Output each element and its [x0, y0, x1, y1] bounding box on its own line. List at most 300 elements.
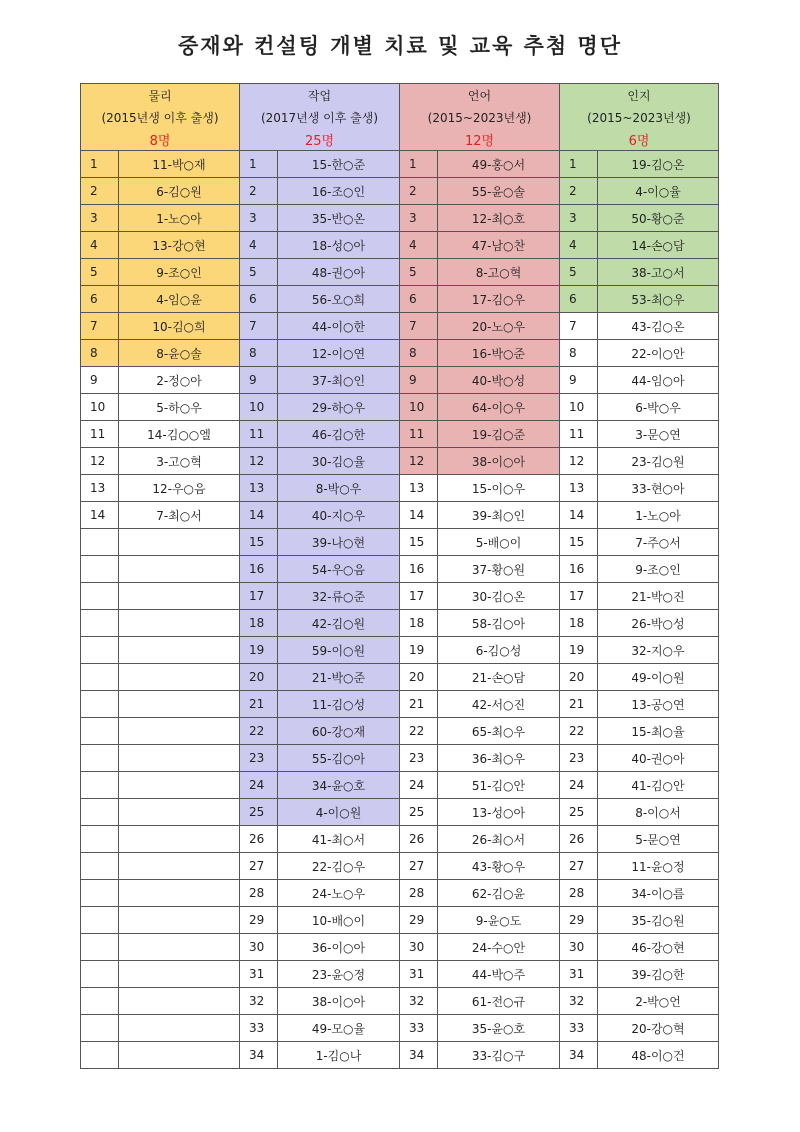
language-rank: 17 [400, 583, 438, 610]
occupational-rank: 25 [240, 799, 278, 826]
physical-entry: 6-김○원 [119, 178, 240, 205]
cognitive-entry: 6-박○우 [598, 394, 719, 421]
occupational-rank: 15 [240, 529, 278, 556]
physical-entry [119, 556, 240, 583]
physical-rank: 8 [81, 340, 119, 367]
header-count-cognitive: 6명 [560, 128, 719, 151]
cognitive-entry: 50-황○준 [598, 205, 719, 232]
language-entry: 40-박○성 [438, 367, 560, 394]
physical-entry [119, 799, 240, 826]
occupational-rank: 30 [240, 934, 278, 961]
occupational-rank: 11 [240, 421, 278, 448]
occupational-rank: 22 [240, 718, 278, 745]
language-rank: 14 [400, 502, 438, 529]
occupational-rank: 16 [240, 556, 278, 583]
physical-rank [81, 961, 119, 988]
language-rank: 6 [400, 286, 438, 313]
table-row [81, 988, 719, 1015]
physical-rank: 11 [81, 421, 119, 448]
occupational-rank: 10 [240, 394, 278, 421]
occupational-rank: 20 [240, 664, 278, 691]
physical-rank: 5 [81, 259, 119, 286]
physical-rank [81, 826, 119, 853]
cognitive-entry: 35-김○원 [598, 907, 719, 934]
occupational-entry: 41-최○서 [278, 826, 400, 853]
header-count-language: 12명 [400, 128, 560, 151]
occupational-entry: 22-김○우 [278, 853, 400, 880]
language-entry: 42-서○진 [438, 691, 560, 718]
occupational-rank: 9 [240, 367, 278, 394]
language-entry: 61-전○규 [438, 988, 560, 1015]
physical-entry [119, 907, 240, 934]
occupational-entry: 48-권○아 [278, 259, 400, 286]
cognitive-entry: 15-최○율 [598, 718, 719, 745]
header-range-language: (2015~2023년생) [400, 106, 560, 128]
physical-entry: 12-우○음 [119, 475, 240, 502]
occupational-entry: 11-김○성 [278, 691, 400, 718]
table-row [81, 691, 719, 718]
physical-entry: 13-강○현 [119, 232, 240, 259]
cognitive-rank: 2 [560, 178, 598, 205]
table-row [81, 718, 719, 745]
physical-rank [81, 880, 119, 907]
occupational-entry: 34-윤○호 [278, 772, 400, 799]
occupational-rank: 2 [240, 178, 278, 205]
occupational-rank: 34 [240, 1042, 278, 1069]
cognitive-rank: 29 [560, 907, 598, 934]
table-row [81, 1015, 719, 1042]
physical-entry [119, 664, 240, 691]
occupational-entry: 30-김○율 [278, 448, 400, 475]
occupational-entry: 36-이○아 [278, 934, 400, 961]
cognitive-entry: 1-노○아 [598, 502, 719, 529]
language-rank: 30 [400, 934, 438, 961]
cognitive-entry: 43-김○온 [598, 313, 719, 340]
cognitive-entry: 14-손○담 [598, 232, 719, 259]
language-rank: 25 [400, 799, 438, 826]
occupational-entry: 37-최○인 [278, 367, 400, 394]
physical-entry [119, 1042, 240, 1069]
occupational-rank: 8 [240, 340, 278, 367]
physical-entry: 14-김○○엘 [119, 421, 240, 448]
occupational-entry: 24-노○우 [278, 880, 400, 907]
language-entry: 33-김○구 [438, 1042, 560, 1069]
occupational-rank: 4 [240, 232, 278, 259]
cognitive-entry: 11-윤○정 [598, 853, 719, 880]
table-row [81, 772, 719, 799]
physical-rank [81, 529, 119, 556]
table-row [81, 448, 719, 475]
physical-entry [119, 529, 240, 556]
language-entry: 58-김○아 [438, 610, 560, 637]
physical-rank: 2 [81, 178, 119, 205]
occupational-rank: 5 [240, 259, 278, 286]
language-rank: 26 [400, 826, 438, 853]
occupational-entry: 39-나○현 [278, 529, 400, 556]
physical-rank [81, 988, 119, 1015]
physical-entry [119, 610, 240, 637]
cognitive-entry: 13-공○연 [598, 691, 719, 718]
physical-entry [119, 718, 240, 745]
cognitive-entry: 8-이○서 [598, 799, 719, 826]
cognitive-entry: 2-박○언 [598, 988, 719, 1015]
occupational-rank: 12 [240, 448, 278, 475]
table-row [81, 664, 719, 691]
table-row [81, 259, 719, 286]
physical-rank: 10 [81, 394, 119, 421]
table-row [81, 178, 719, 205]
occupational-entry: 16-조○인 [278, 178, 400, 205]
physical-entry: 10-김○희 [119, 313, 240, 340]
occupational-rank: 28 [240, 880, 278, 907]
language-rank: 22 [400, 718, 438, 745]
language-entry: 15-이○우 [438, 475, 560, 502]
cognitive-entry: 41-김○안 [598, 772, 719, 799]
physical-rank [81, 637, 119, 664]
occupational-entry: 15-한○준 [278, 151, 400, 178]
language-entry: 43-황○우 [438, 853, 560, 880]
physical-rank [81, 907, 119, 934]
physical-entry [119, 988, 240, 1015]
language-rank: 10 [400, 394, 438, 421]
cognitive-entry: 53-최○우 [598, 286, 719, 313]
physical-entry [119, 934, 240, 961]
language-entry: 26-최○서 [438, 826, 560, 853]
cognitive-rank: 14 [560, 502, 598, 529]
cognitive-entry: 4-이○율 [598, 178, 719, 205]
cognitive-rank: 31 [560, 961, 598, 988]
cognitive-entry: 5-문○연 [598, 826, 719, 853]
cognitive-rank: 28 [560, 880, 598, 907]
header-range-cognitive: (2015~2023년생) [560, 106, 719, 128]
language-rank: 24 [400, 772, 438, 799]
language-entry: 55-윤○솔 [438, 178, 560, 205]
language-entry: 20-노○우 [438, 313, 560, 340]
physical-entry [119, 745, 240, 772]
occupational-entry: 54-우○음 [278, 556, 400, 583]
table-row [81, 313, 719, 340]
language-entry: 49-홍○서 [438, 151, 560, 178]
language-rank: 21 [400, 691, 438, 718]
cognitive-rank: 21 [560, 691, 598, 718]
occupational-entry: 10-배○이 [278, 907, 400, 934]
language-rank: 18 [400, 610, 438, 637]
physical-entry [119, 772, 240, 799]
table-row [81, 583, 719, 610]
occupational-rank: 6 [240, 286, 278, 313]
language-entry: 51-김○안 [438, 772, 560, 799]
language-rank: 7 [400, 313, 438, 340]
header-range-occupational: (2017년생 이후 출생) [240, 106, 400, 128]
physical-entry [119, 691, 240, 718]
physical-rank: 14 [81, 502, 119, 529]
table-row [81, 853, 719, 880]
occupational-rank: 21 [240, 691, 278, 718]
language-entry: 6-김○성 [438, 637, 560, 664]
table-row [81, 907, 719, 934]
occupational-entry: 4-이○원 [278, 799, 400, 826]
cognitive-rank: 8 [560, 340, 598, 367]
header-range-physical: (2015년생 이후 출생) [81, 106, 240, 128]
language-rank: 13 [400, 475, 438, 502]
occupational-rank: 1 [240, 151, 278, 178]
header-name-physical: 물리 [81, 84, 240, 107]
occupational-entry: 55-김○아 [278, 745, 400, 772]
occupational-rank: 14 [240, 502, 278, 529]
cognitive-rank: 1 [560, 151, 598, 178]
physical-entry: 9-조○인 [119, 259, 240, 286]
cognitive-entry: 44-임○아 [598, 367, 719, 394]
cognitive-rank: 23 [560, 745, 598, 772]
cognitive-rank: 13 [560, 475, 598, 502]
occupational-rank: 3 [240, 205, 278, 232]
table-row [81, 340, 719, 367]
physical-rank: 3 [81, 205, 119, 232]
occupational-rank: 18 [240, 610, 278, 637]
language-rank: 19 [400, 637, 438, 664]
table-row [81, 286, 719, 313]
occupational-rank: 17 [240, 583, 278, 610]
cognitive-entry: 46-강○현 [598, 934, 719, 961]
language-rank: 33 [400, 1015, 438, 1042]
occupational-rank: 26 [240, 826, 278, 853]
occupational-rank: 13 [240, 475, 278, 502]
occupational-rank: 23 [240, 745, 278, 772]
cognitive-entry: 34-이○름 [598, 880, 719, 907]
occupational-entry: 29-하○우 [278, 394, 400, 421]
physical-entry: 3-고○혁 [119, 448, 240, 475]
occupational-rank: 33 [240, 1015, 278, 1042]
occupational-entry: 44-이○한 [278, 313, 400, 340]
language-rank: 12 [400, 448, 438, 475]
language-entry: 35-윤○호 [438, 1015, 560, 1042]
occupational-entry: 21-박○준 [278, 664, 400, 691]
cognitive-rank: 5 [560, 259, 598, 286]
lottery-table [80, 83, 719, 1069]
cognitive-rank: 18 [560, 610, 598, 637]
occupational-rank: 19 [240, 637, 278, 664]
occupational-rank: 31 [240, 961, 278, 988]
physical-entry [119, 583, 240, 610]
cognitive-rank: 17 [560, 583, 598, 610]
occupational-entry: 8-박○우 [278, 475, 400, 502]
occupational-entry: 32-류○준 [278, 583, 400, 610]
occupational-rank: 24 [240, 772, 278, 799]
header-name-occupational: 작업 [240, 84, 400, 107]
language-rank: 15 [400, 529, 438, 556]
cognitive-rank: 10 [560, 394, 598, 421]
table-row [81, 502, 719, 529]
language-rank: 23 [400, 745, 438, 772]
occupational-entry: 18-성○아 [278, 232, 400, 259]
physical-entry [119, 880, 240, 907]
cognitive-entry: 22-이○안 [598, 340, 719, 367]
cognitive-rank: 16 [560, 556, 598, 583]
language-entry: 39-최○인 [438, 502, 560, 529]
language-entry: 12-최○호 [438, 205, 560, 232]
language-entry: 13-성○아 [438, 799, 560, 826]
table-row [81, 961, 719, 988]
occupational-entry: 49-모○율 [278, 1015, 400, 1042]
occupational-entry: 60-강○재 [278, 718, 400, 745]
language-rank: 1 [400, 151, 438, 178]
cognitive-rank: 34 [560, 1042, 598, 1069]
language-entry: 16-박○준 [438, 340, 560, 367]
cognitive-rank: 15 [560, 529, 598, 556]
language-entry: 36-최○우 [438, 745, 560, 772]
physical-entry: 7-최○서 [119, 502, 240, 529]
occupational-entry: 1-김○나 [278, 1042, 400, 1069]
cognitive-rank: 32 [560, 988, 598, 1015]
language-entry: 30-김○온 [438, 583, 560, 610]
physical-rank: 1 [81, 151, 119, 178]
header-name-cognitive: 인지 [560, 84, 719, 107]
table-row [81, 556, 719, 583]
physical-rank: 12 [81, 448, 119, 475]
language-rank: 4 [400, 232, 438, 259]
physical-entry [119, 826, 240, 853]
cognitive-rank: 25 [560, 799, 598, 826]
cognitive-entry: 49-이○원 [598, 664, 719, 691]
cognitive-rank: 19 [560, 637, 598, 664]
page-title: 중재와 컨설팅 개별 치료 및 교육 추첨 명단 [177, 34, 623, 58]
language-entry: 5-배○이 [438, 529, 560, 556]
cognitive-entry: 9-조○인 [598, 556, 719, 583]
occupational-entry: 12-이○연 [278, 340, 400, 367]
header-count-occupational: 25명 [240, 128, 400, 151]
physical-rank [81, 745, 119, 772]
physical-entry [119, 637, 240, 664]
occupational-entry: 42-김○원 [278, 610, 400, 637]
cognitive-rank: 4 [560, 232, 598, 259]
physical-entry [119, 853, 240, 880]
physical-rank: 7 [81, 313, 119, 340]
language-rank: 20 [400, 664, 438, 691]
language-rank: 16 [400, 556, 438, 583]
table-row [81, 475, 719, 502]
occupational-rank: 27 [240, 853, 278, 880]
cognitive-rank: 26 [560, 826, 598, 853]
language-entry: 62-김○윤 [438, 880, 560, 907]
table-row [81, 934, 719, 961]
language-entry: 9-윤○도 [438, 907, 560, 934]
cognitive-rank: 22 [560, 718, 598, 745]
cognitive-entry: 23-김○원 [598, 448, 719, 475]
language-rank: 11 [400, 421, 438, 448]
cognitive-entry: 33-현○아 [598, 475, 719, 502]
cognitive-rank: 27 [560, 853, 598, 880]
cognitive-entry: 48-이○건 [598, 1042, 719, 1069]
language-rank: 34 [400, 1042, 438, 1069]
table-row [81, 205, 719, 232]
language-rank: 3 [400, 205, 438, 232]
cognitive-entry: 40-권○아 [598, 745, 719, 772]
table-row [81, 529, 719, 556]
table-row [81, 610, 719, 637]
table-row [81, 232, 719, 259]
language-entry: 65-최○우 [438, 718, 560, 745]
language-entry: 8-고○혁 [438, 259, 560, 286]
language-entry: 47-남○찬 [438, 232, 560, 259]
physical-entry: 1-노○아 [119, 205, 240, 232]
cognitive-rank: 9 [560, 367, 598, 394]
cognitive-entry: 7-주○서 [598, 529, 719, 556]
physical-rank: 4 [81, 232, 119, 259]
physical-entry [119, 961, 240, 988]
occupational-rank: 7 [240, 313, 278, 340]
language-entry: 44-박○주 [438, 961, 560, 988]
occupational-rank: 32 [240, 988, 278, 1015]
table-row [81, 421, 719, 448]
physical-rank [81, 799, 119, 826]
physical-rank: 9 [81, 367, 119, 394]
cognitive-rank: 3 [560, 205, 598, 232]
physical-entry: 8-윤○솔 [119, 340, 240, 367]
language-rank: 27 [400, 853, 438, 880]
table-row [81, 151, 719, 178]
occupational-entry: 38-이○아 [278, 988, 400, 1015]
physical-entry: 4-임○윤 [119, 286, 240, 313]
physical-rank: 13 [81, 475, 119, 502]
table-row [81, 799, 719, 826]
occupational-entry: 40-지○우 [278, 502, 400, 529]
physical-entry: 5-하○우 [119, 394, 240, 421]
physical-rank [81, 718, 119, 745]
cognitive-entry: 19-김○온 [598, 151, 719, 178]
language-entry: 17-김○우 [438, 286, 560, 313]
physical-rank [81, 610, 119, 637]
cognitive-rank: 24 [560, 772, 598, 799]
physical-rank [81, 556, 119, 583]
occupational-entry: 35-반○온 [278, 205, 400, 232]
header-count-physical: 8명 [81, 128, 240, 151]
language-entry: 38-이○아 [438, 448, 560, 475]
table-row [81, 1042, 719, 1069]
occupational-entry: 59-이○원 [278, 637, 400, 664]
language-rank: 32 [400, 988, 438, 1015]
physical-entry [119, 1015, 240, 1042]
cognitive-rank: 6 [560, 286, 598, 313]
cognitive-entry: 26-박○성 [598, 610, 719, 637]
physical-rank: 6 [81, 286, 119, 313]
cognitive-rank: 30 [560, 934, 598, 961]
occupational-entry: 56-오○희 [278, 286, 400, 313]
language-entry: 37-황○원 [438, 556, 560, 583]
table-row [81, 367, 719, 394]
physical-rank [81, 1042, 119, 1069]
physical-rank [81, 772, 119, 799]
table-row [81, 745, 719, 772]
language-entry: 24-수○안 [438, 934, 560, 961]
cognitive-rank: 11 [560, 421, 598, 448]
table-row [81, 880, 719, 907]
cognitive-entry: 21-박○진 [598, 583, 719, 610]
table-row [81, 394, 719, 421]
language-rank: 8 [400, 340, 438, 367]
physical-rank [81, 691, 119, 718]
cognitive-rank: 7 [560, 313, 598, 340]
physical-entry: 11-박○재 [119, 151, 240, 178]
language-rank: 28 [400, 880, 438, 907]
language-rank: 5 [400, 259, 438, 286]
physical-rank [81, 664, 119, 691]
language-entry: 64-이○우 [438, 394, 560, 421]
cognitive-entry: 39-김○한 [598, 961, 719, 988]
table-row [81, 826, 719, 853]
cognitive-rank: 20 [560, 664, 598, 691]
physical-rank [81, 1015, 119, 1042]
language-entry: 21-손○담 [438, 664, 560, 691]
